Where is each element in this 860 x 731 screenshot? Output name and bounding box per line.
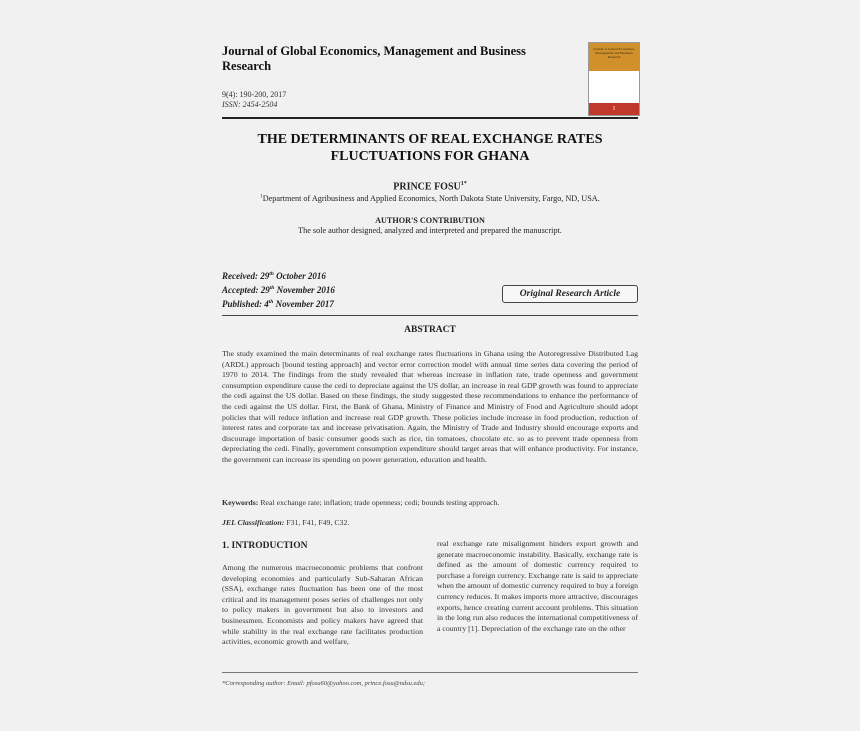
cover-title: Journal of Global Economics, Management and Business Research (593, 47, 635, 59)
jel-classification (222, 518, 638, 528)
keywords-text: Real exchange rate; inflation; trade openness; cedi; bounds testing approach. (258, 498, 500, 507)
jel-text: F31, F41, F49, C32. (284, 518, 350, 527)
article-title-line-2: FLUCTUATIONS FOR GHANA (330, 149, 530, 164)
author-name-text: PRINCE FOSU (393, 181, 461, 193)
introduction-heading: 1. INTRODUCTION (222, 541, 308, 551)
introduction-left-column: Among the numerous macroeconomic problems that confront developing economies and particularly Sub-Saharan African (SSA), exchange rates fluctuation has been one of the most critical and its management poses series of challenges not only to policy makers in government but also to investors and businessmen. Economists and policy makers have agreed that while stability in the real exchange rate facilitates production activities, economic growth and welfare, (222, 563, 423, 647)
corresponding-author-footnote: *Corresponding author: Email: pfosu60@yahoo.com, prince.fosu@ndsu.edu; (222, 680, 426, 687)
publisher-logo-icon: I (613, 106, 615, 112)
header-divider (222, 117, 638, 119)
author-affiliation (222, 194, 638, 203)
journal-title: Journal of Global Economics, Management and Business Research (222, 44, 526, 73)
abstract-heading: ABSTRACT (404, 325, 456, 335)
abstract-divider (222, 315, 638, 316)
footnote-divider (222, 672, 638, 673)
contribution-heading: AUTHOR'S CONTRIBUTION (375, 216, 485, 225)
article-title (222, 131, 638, 165)
author-superscript: 1* (460, 181, 467, 187)
introduction-right-column: real exchange rate misalignment hinders export growth and generate macroeconomic instability. Basically, exchange rate is defined as the amount of domestic currency required to purchase a foreign currency. Exchange rate is said to appreciate when the amount of domestic currency required to buy a foreign currency reduces. It makes imports more attractive, discourages exports, hence creating current account problems. This situation in the long run also reduces the international competitiveness of a country [1]. Depreciation of the exchange rate on the other (437, 539, 638, 633)
affiliation-text: Department of Agribusiness and Applied Economics, North Dakota State University, Fargo, ND, USA. (262, 194, 600, 203)
author-name (222, 181, 638, 192)
journal-cover-image (588, 42, 640, 116)
paper-page (200, 18, 660, 731)
keywords-label: Keywords: (222, 498, 259, 507)
affiliation-superscript: 1 (260, 194, 263, 200)
article-title-line-1: THE DETERMINANTS OF REAL EXCHANGE RATES (257, 132, 603, 147)
journal-issn: ISSN: 2454-2504 (222, 100, 278, 109)
accepted-date: Accepted: 29th November 2016 (222, 285, 335, 295)
journal-meta (222, 90, 286, 110)
published-date: Published: 4th November 2017 (222, 299, 334, 309)
keywords (222, 498, 638, 508)
contribution-text: The sole author designed, analyzed and interpreted and prepared the manuscript. (298, 226, 562, 235)
journal-volume: 9(4): 190-200, 2017 (222, 90, 287, 99)
abstract-body: The study examined the main determinants of real exchange rates fluctuations in Ghana using the Autoregressive Distributed Lag (ARDL) approach [bound testing approach] and vector error correction model with annual time series data covering the period of 1970 to 2014. The findings from the study revealed that whereas increase in inflation rate, trade openness and government consumption expenditure cause the cedi to depreciate against the US dollar, an increase in real GDP growth was found to appreciate the cedi against the US dollar. Based on these findings, the study suggested these recommendations to enhance the performance of the cedi against the US dollar. First, the Bank of Ghana, Ministry of Finance and Ministry of Food and Agriculture should adopt policies that will reduce inflation and increase real GDP growth. These policies include increase in food production, reduction of interest rates and corporate tax and increase privatisation. Again, the Ministry of Trade and Industry should encourage exports and discourage importation of basic consumer goods such as rice, tin tomatoes, chocolate etc. so as to prevent trade openness from depreciating the cedi. Finally, government consumption expenditure should target areas that will enhance productivity. For instance, the government can increase its spending on power generation, education and health. (222, 349, 638, 464)
received-date: Received: 29th October 2016 (222, 271, 326, 281)
article-dates (222, 268, 335, 310)
article-type-badge: Original Research Article (502, 285, 638, 303)
jel-label: JEL Classification: (222, 518, 285, 527)
